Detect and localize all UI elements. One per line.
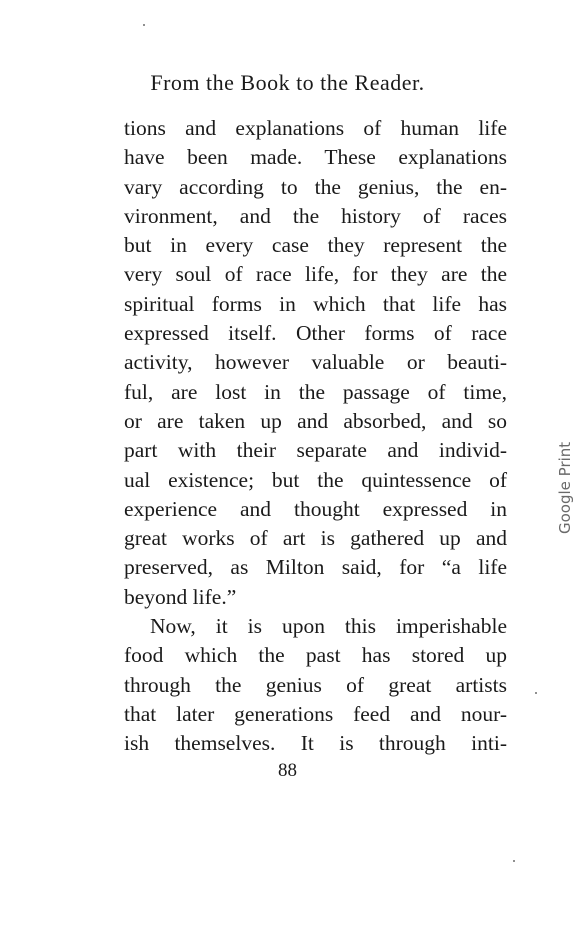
text-line: tions and explanations of human life <box>124 116 507 140</box>
text-line: spiritual forms in which that life has <box>124 291 507 316</box>
text-line: but in every case they represent the <box>124 233 507 258</box>
text-line: vironment, and the history of races <box>124 203 507 228</box>
text-line: Now, it is upon this imperishable <box>150 614 507 639</box>
scan-watermark: Google Print <box>556 441 574 534</box>
text-line: great works of art is gathered up and <box>124 526 507 551</box>
text-line: experience and thought expressed in <box>124 496 507 521</box>
scan-speck <box>513 860 515 862</box>
text-line: part with their separate and individ- <box>124 438 507 463</box>
text-line: activity, however valuable or beauti- <box>124 350 507 375</box>
text-line: vary according to the genius, the en- <box>124 174 507 199</box>
text-line: preserved, as Milton said, for “a life <box>124 555 507 580</box>
text-line: food which the past has stored up <box>124 643 507 668</box>
scan-speck <box>143 24 145 26</box>
scan-speck <box>535 692 537 694</box>
text-line: through the genius of great artists <box>124 672 507 697</box>
text-line: beyond life.” <box>124 584 237 609</box>
text-line: very soul of race life, for they are the <box>124 262 507 287</box>
running-head: From the Book to the Reader. <box>150 70 425 95</box>
text-line: ish themselves. It is through inti- <box>124 731 507 756</box>
body-text <box>124 114 507 759</box>
text-line: or are taken up and absorbed, and so <box>124 408 507 433</box>
paragraph <box>124 612 507 758</box>
text-line: ful, are lost in the passage of time, <box>124 379 507 404</box>
paragraph <box>124 114 507 612</box>
text-line: have been made. These explanations <box>124 145 507 170</box>
text-line: that later generations feed and nour- <box>124 701 507 726</box>
text-line: ual existence; but the quintessence of <box>124 467 507 492</box>
page-number: 88 <box>278 760 297 781</box>
text-line: expressed itself. Other forms of race <box>124 321 507 346</box>
